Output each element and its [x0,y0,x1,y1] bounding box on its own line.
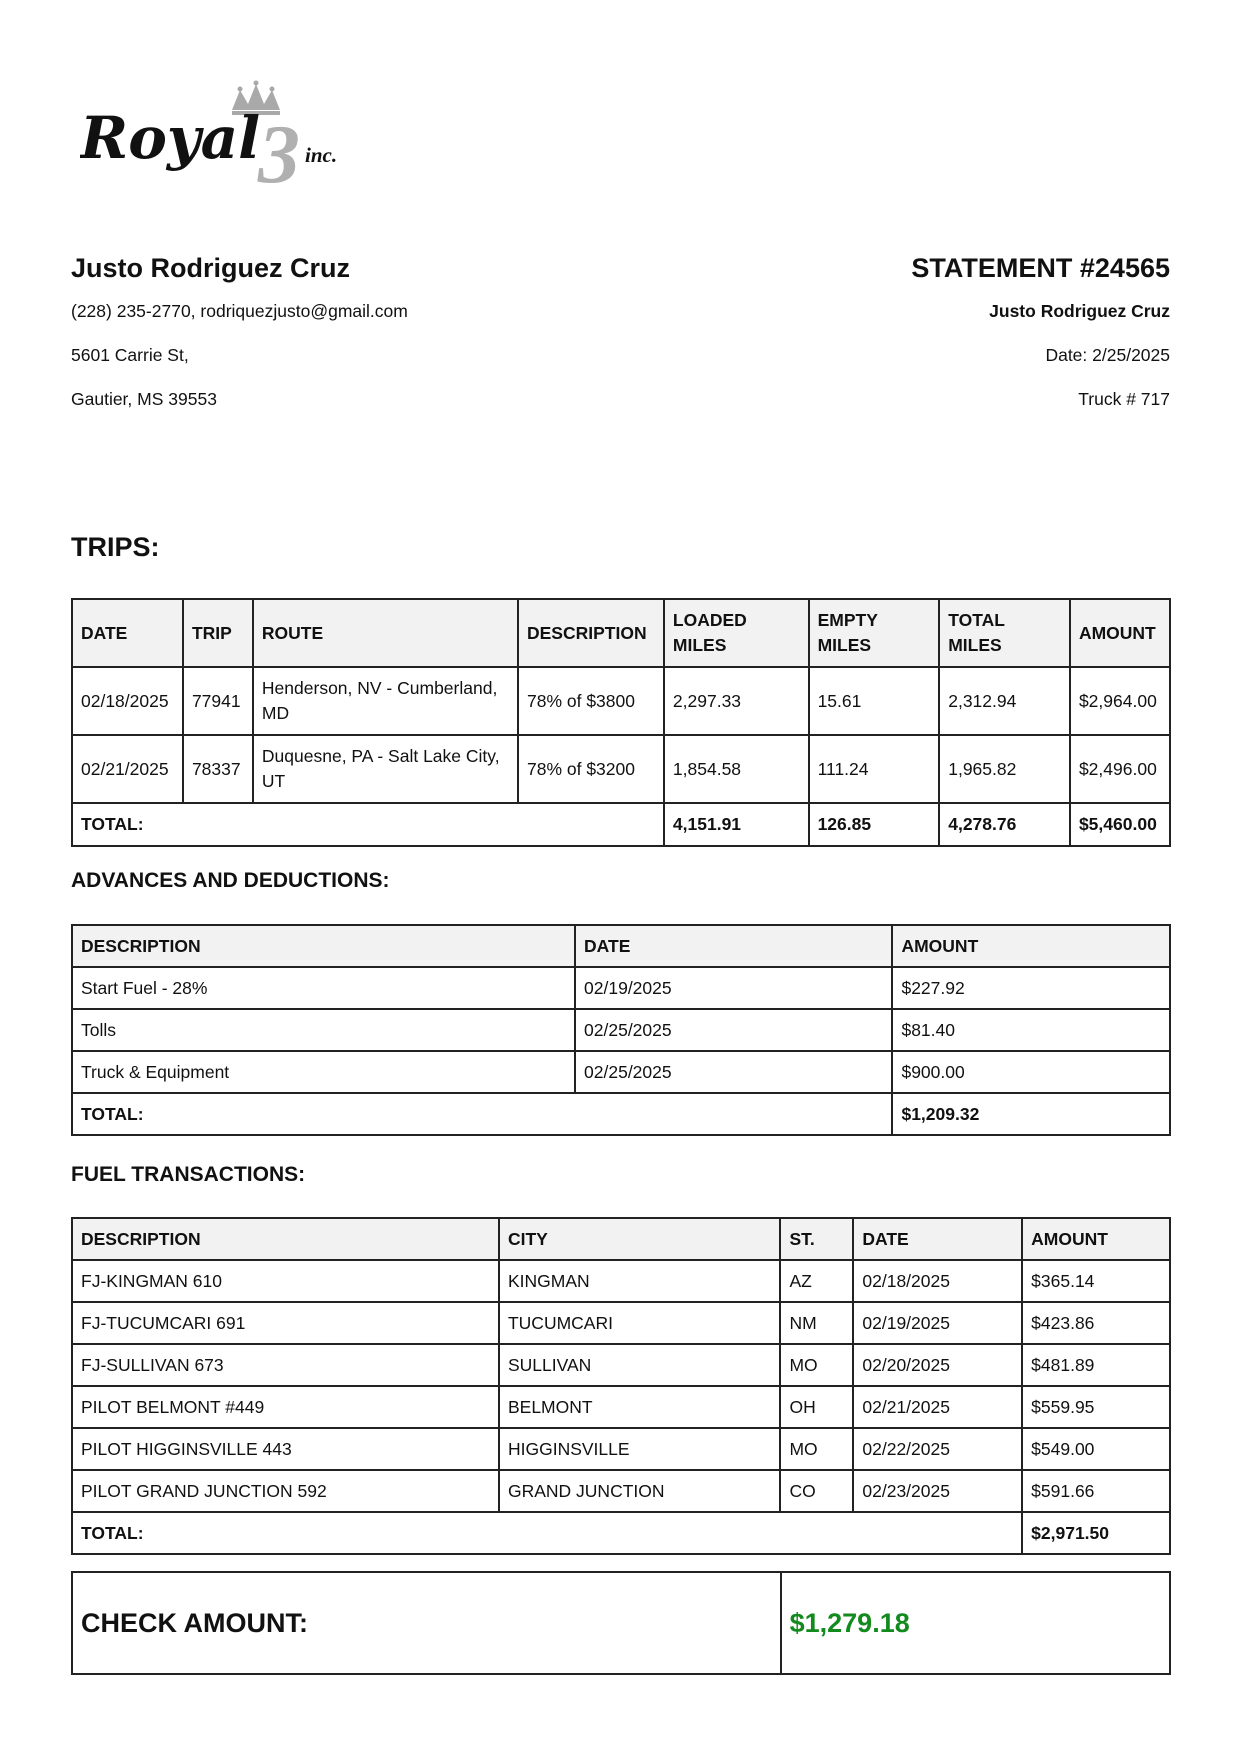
table-row [72,1302,1170,1344]
table-cell: $591.66 [1022,1470,1170,1512]
total-empty-miles: 126.85 [809,803,940,846]
table-header-row [72,925,1170,967]
statement-title: STATEMENT #24565 [911,253,1170,283]
column-header: LOADED MILES [664,599,809,667]
table-cell: PILOT BELMONT #449 [72,1386,499,1428]
column-header: AMOUNT [1070,599,1170,667]
table-cell: 77941 [183,667,253,735]
table-cell: NM [780,1302,853,1344]
statement-info [650,247,1170,421]
truck-number: Truck # 717 [1078,389,1170,409]
check-amount-label: CHECK AMOUNT: [72,1572,781,1674]
table-row [72,1428,1170,1470]
check-row [72,1572,1170,1674]
table-cell: MO [780,1428,853,1470]
total-row [72,803,1170,846]
column-header: ST. [780,1218,853,1260]
table-cell: PILOT GRAND JUNCTION 592 [72,1470,499,1512]
table-cell: 02/21/2025 [853,1386,1022,1428]
table-cell: Start Fuel - 28% [72,967,575,1009]
svg-text:Royal: Royal [80,104,261,172]
total-miles: 4,278.76 [939,803,1070,846]
total-loaded-miles: 4,151.91 [664,803,809,846]
total-row [72,1512,1170,1554]
column-header: TOTAL MILES [939,599,1070,667]
driver-info [71,247,591,421]
table-cell: 02/18/2025 [72,667,183,735]
table-cell: $423.86 [1022,1302,1170,1344]
table-cell: AZ [780,1260,853,1302]
table-row [72,1470,1170,1512]
table-cell: 02/18/2025 [853,1260,1022,1302]
trips-title: TRIPS: [71,532,160,562]
table-cell: 111.24 [809,735,940,803]
total-row [72,1093,1170,1135]
table-cell: 15.61 [809,667,940,735]
table-cell: TUCUMCARI [499,1302,781,1344]
statement-bill-to: Justo Rodriguez Cruz [989,301,1170,321]
table-cell: 02/25/2025 [575,1051,892,1093]
table-cell: FJ-TUCUMCARI 691 [72,1302,499,1344]
column-header: DESCRIPTION [72,925,575,967]
check-amount-value: $1,279.18 [781,1572,1170,1674]
column-header: AMOUNT [1022,1218,1170,1260]
table-cell: $81.40 [892,1009,1170,1051]
driver-address-line1: 5601 Carrie St, [71,345,189,365]
table-cell: SULLIVAN [499,1344,781,1386]
table-cell: 2,312.94 [939,667,1070,735]
total-label: TOTAL: [72,803,664,846]
total-label: TOTAL: [72,1093,892,1135]
company-logo [80,80,380,190]
total-amount: $2,971.50 [1022,1512,1170,1554]
table-cell: 02/19/2025 [853,1302,1022,1344]
advances-table [71,924,1171,1136]
table-cell: 02/20/2025 [853,1344,1022,1386]
table-cell: 1,965.82 [939,735,1070,803]
svg-text:inc.: inc. [305,143,338,167]
fuel-table [71,1217,1171,1555]
table-row [72,1051,1170,1093]
table-cell: 02/23/2025 [853,1470,1022,1512]
check-amount-box [71,1571,1171,1675]
table-cell: $2,964.00 [1070,667,1170,735]
column-header: EMPTY MILES [809,599,940,667]
table-cell: 78337 [183,735,253,803]
table-cell: GRAND JUNCTION [499,1470,781,1512]
table-cell: $227.92 [892,967,1170,1009]
table-cell: $900.00 [892,1051,1170,1093]
table-row [72,667,1170,735]
table-row [72,735,1170,803]
table-cell: Tolls [72,1009,575,1051]
driver-address-line2: Gautier, MS 39553 [71,389,217,409]
advances-title: ADVANCES AND DEDUCTIONS: [71,869,390,892]
svg-text:3: 3 [258,108,300,190]
table-cell: $2,496.00 [1070,735,1170,803]
column-header: AMOUNT [892,925,1170,967]
driver-contact: (228) 235-2770, rodriquezjusto@gmail.com [71,301,408,321]
table-cell: Duquesne, PA - Salt Lake City, UT [253,735,518,803]
table-row [72,1386,1170,1428]
table-cell: $559.95 [1022,1386,1170,1428]
table-header-row [72,1218,1170,1260]
table-cell: BELMONT [499,1386,781,1428]
column-header: DESCRIPTION [518,599,664,667]
table-cell: PILOT HIGGINSVILLE 443 [72,1428,499,1470]
table-cell: HIGGINSVILLE [499,1428,781,1470]
table-cell: CO [780,1470,853,1512]
table-cell: $365.14 [1022,1260,1170,1302]
column-header: DATE [575,925,892,967]
table-cell: $481.89 [1022,1344,1170,1386]
table-cell: 2,297.33 [664,667,809,735]
table-cell: 78% of $3200 [518,735,664,803]
fuel-title: FUEL TRANSACTIONS: [71,1163,306,1186]
column-header: TRIP [183,599,253,667]
table-cell: Truck & Equipment [72,1051,575,1093]
table-cell: 02/21/2025 [72,735,183,803]
table-cell: 02/25/2025 [575,1009,892,1051]
driver-name: Justo Rodriguez Cruz [71,253,351,283]
table-cell: 02/22/2025 [853,1428,1022,1470]
column-header: DATE [72,599,183,667]
column-header: DATE [853,1218,1022,1260]
statement-date: Date: 2/25/2025 [1045,345,1170,365]
column-header: ROUTE [253,599,518,667]
table-cell: FJ-KINGMAN 610 [72,1260,499,1302]
table-cell: KINGMAN [499,1260,781,1302]
table-cell: MO [780,1344,853,1386]
table-cell: 02/19/2025 [575,967,892,1009]
table-row [72,967,1170,1009]
total-amount: $5,460.00 [1070,803,1170,846]
table-cell: OH [780,1386,853,1428]
total-amount: $1,209.32 [892,1093,1170,1135]
table-row [72,1344,1170,1386]
table-cell: FJ-SULLIVAN 673 [72,1344,499,1386]
table-cell: 78% of $3800 [518,667,664,735]
table-cell: $549.00 [1022,1428,1170,1470]
trips-table [71,598,1171,847]
table-row [72,1260,1170,1302]
table-header-row [72,599,1170,667]
column-header: DESCRIPTION [72,1218,499,1260]
column-header: CITY [499,1218,781,1260]
crown-logo-icon [80,80,380,190]
total-label: TOTAL: [72,1512,1022,1554]
table-row [72,1009,1170,1051]
table-cell: Henderson, NV - Cumberland, MD [253,667,518,735]
table-cell: 1,854.58 [664,735,809,803]
